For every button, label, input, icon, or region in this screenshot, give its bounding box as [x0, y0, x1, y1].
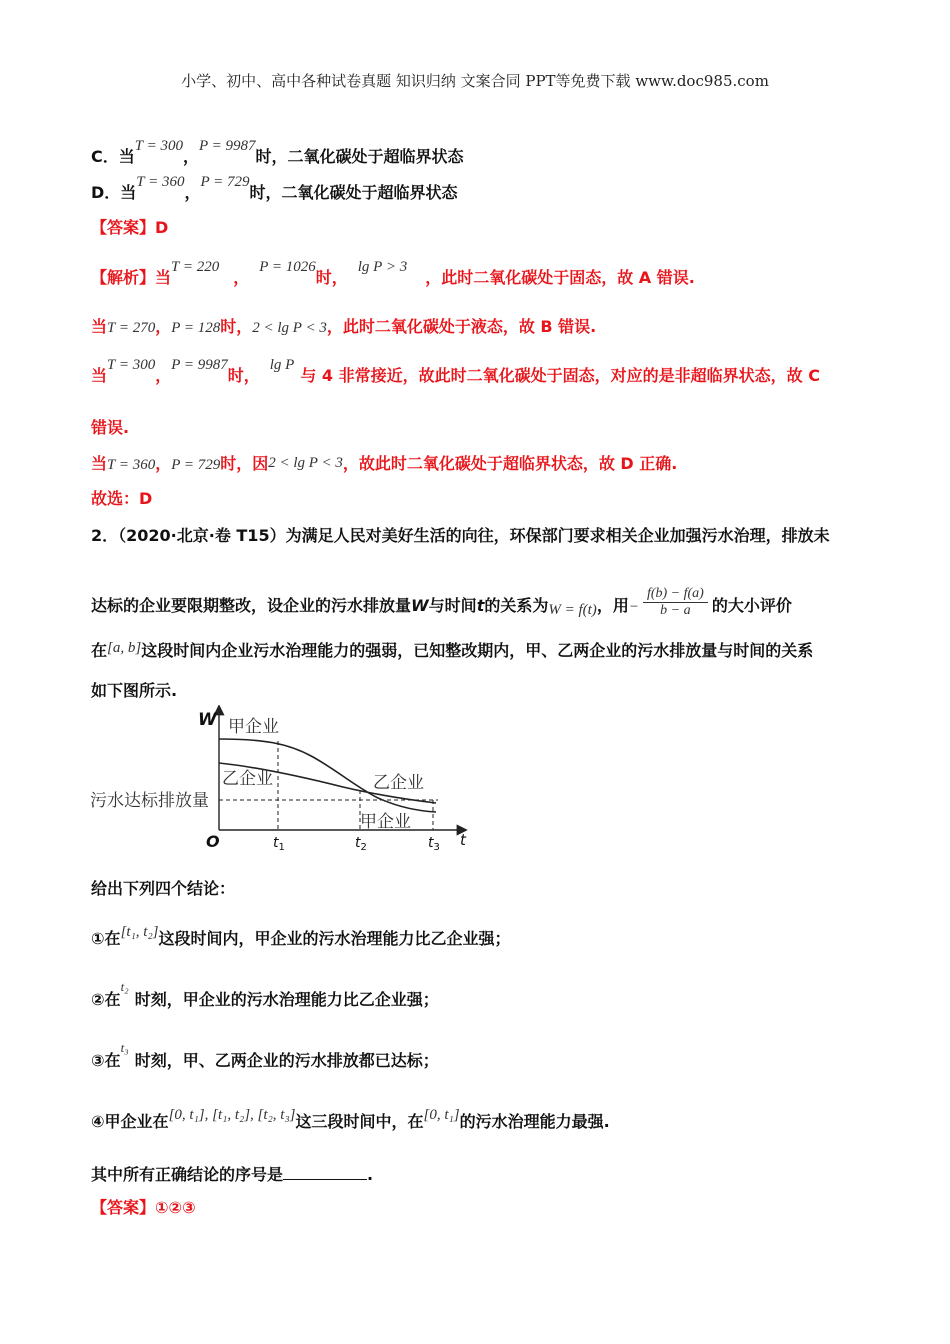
answer-2: 【答案】①②③: [91, 1198, 196, 1217]
explanation-line-5: 当T = 360，P = 729时，因2 < lg P < 3，故此时二氧化碳处于超临界状态，故 D 正确.: [91, 454, 678, 473]
t2-label: $t_2$: [355, 835, 367, 853]
curve-a-right-label: 甲企业: [360, 812, 411, 832]
explanation-line-4: 错误.: [91, 418, 130, 437]
question-2-line-3: 在[a, b]这段时间内企业污水治理能力的强弱，已知整改期内，甲、乙两企业的污水排放量与时间的关系: [91, 640, 814, 660]
question-2-line-2: 达标的企业要限期整改，设企业的污水排放量W与时间t的关系为W = f(t)，用− $\frac{f(b) - f(a)}{b - a}$ 的大小评价: [91, 586, 792, 618]
question-2-line-4: 如下图所示.: [91, 681, 178, 700]
answer-blank: [283, 1163, 367, 1180]
page-header: 小学、初中、高中各种试卷真题 知识归纳 文案合同 PPT等免费下载 www.doc985.com: [181, 72, 769, 90]
t3-label: $t_3$: [428, 835, 440, 853]
explanation-line-6: 故选：D: [91, 489, 153, 508]
conclusion-2: ②在$^{t_2}$时刻，甲企业的污水治理能力比乙企业强；: [91, 979, 439, 1009]
conclusions-intro: 给出下列四个结论：: [91, 879, 236, 898]
explanation-line-3: 当T = 300，P = 9987时，lg P与 4 非常接近，故此时二氧化碳处于固态，对应的是非超临界状态，故 C: [91, 357, 820, 385]
rate-fraction: $\frac{f(b) - f(a)}{b - a}$: [643, 586, 708, 619]
option-c: C．当T = 300，P = 9987时，二氧化碳处于超临界状态: [91, 138, 464, 166]
standard-label: 污水达标排放量: [90, 791, 209, 811]
origin-label: O: [206, 832, 220, 851]
conclusion-4: ④甲企业在[0, t₁], [t₁, t₂], [t₂, t₃]这三段时间中，在[0, t₁]的污水治理能力最强.: [91, 1107, 610, 1131]
curve-b-right-label: 乙企业: [373, 773, 424, 793]
t1-label: $t_1$: [273, 835, 285, 853]
question-2-line-1: 2．（2020·北京·卷 T15）为满足人民对美好生活的向往，环保部门要求相关企业加强污水治理，排放未: [91, 526, 830, 545]
curve-a-label: 甲企业: [228, 717, 279, 737]
conclusion-1: ①在[t₁, t₂]这段时间内，甲企业的污水治理能力比乙企业强；: [91, 924, 511, 948]
x-axis-label: t: [460, 831, 466, 849]
answer-1: 【答案】D: [91, 218, 169, 237]
conclusion-3: ③在$^{t_3}$时刻，甲、乙两企业的污水排放都已达标；: [91, 1040, 439, 1070]
explanation-line-2: 当T = 270，P = 128时，2 < lg P < 3，此时二氧化碳处于液态，故 B 错误.: [91, 317, 597, 336]
curve-b-label: 乙企业: [222, 769, 273, 789]
explanation-line-1: 【解析】当T = 220，P = 1026时，lg P > 3，此时二氧化碳处于固态，故 A 错误.: [91, 259, 695, 287]
emission-graph: [88, 705, 478, 855]
question-prompt: 其中所有正确结论的序号是 .: [91, 1165, 374, 1184]
y-axis-label: W: [198, 710, 217, 730]
option-d: D．当T = 360，P = 729时，二氧化碳处于超临界状态: [91, 174, 458, 202]
